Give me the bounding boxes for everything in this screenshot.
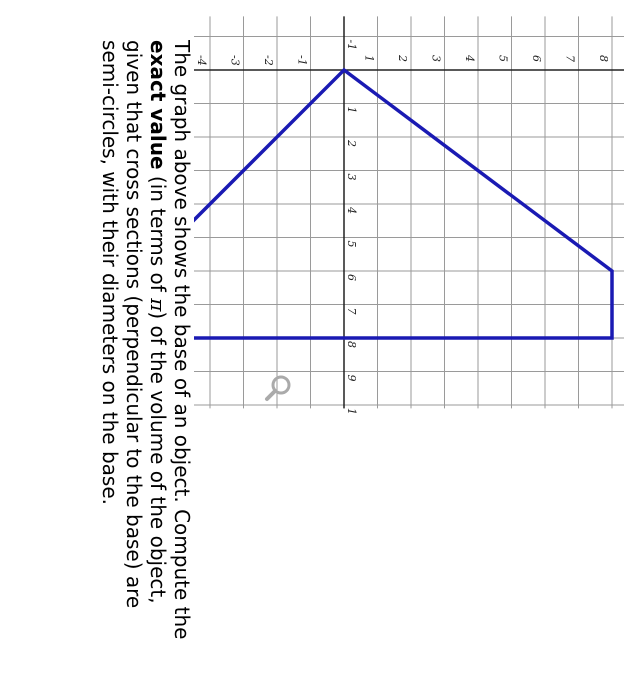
y-tick-label: 2 (396, 55, 409, 62)
x-tick-label: 6 (345, 274, 358, 281)
y-tick-label: -3 (228, 55, 242, 66)
x-tick-label: 2 (345, 140, 358, 147)
grid-lines (194, 16, 624, 408)
axes (194, 16, 624, 408)
x-tick-label: 1 (345, 106, 358, 114)
y-tick-label: -2 (262, 55, 275, 66)
y-tick-label: 5 (496, 55, 510, 62)
y-tick-label: 1 (362, 55, 376, 62)
y-tick-label: 6 (530, 55, 543, 62)
problem-text-2: (in terms of (146, 169, 170, 299)
pi-symbol: π (146, 298, 170, 312)
x-tick-label: 8 (345, 341, 358, 348)
coordinate-graph (194, 0, 624, 460)
x-tick-label: 3 (345, 173, 358, 181)
problem-text-3: ) of the volume of the object, given that cross sections (perpendicular to the base) are semi-circles, with their diameters on the base. (98, 40, 170, 609)
y-tick-label: 7 (563, 55, 577, 62)
y-tick-label: -1 (295, 55, 309, 66)
x-tick-label: 1 (345, 408, 358, 415)
tick-labels (194, 40, 610, 416)
y-tick-label: 4 (463, 55, 476, 62)
y-tick-label: 3 (429, 55, 443, 62)
x-tick-label: 4 (345, 207, 358, 214)
problem-text-1: The graph above shows the base of an object. Compute the (170, 40, 194, 640)
y-tick-label: -4 (195, 55, 208, 66)
x-tick-label: -1 (345, 39, 358, 51)
y-tick-label: 8 (597, 55, 610, 62)
problem-statement (98, 40, 194, 660)
magnifier-icon[interactable] (267, 377, 289, 399)
x-tick-label: 7 (345, 307, 358, 315)
problem-bold-term: exact value (146, 40, 170, 170)
x-tick-label: 9 (345, 374, 358, 382)
x-tick-label: 5 (345, 240, 358, 248)
